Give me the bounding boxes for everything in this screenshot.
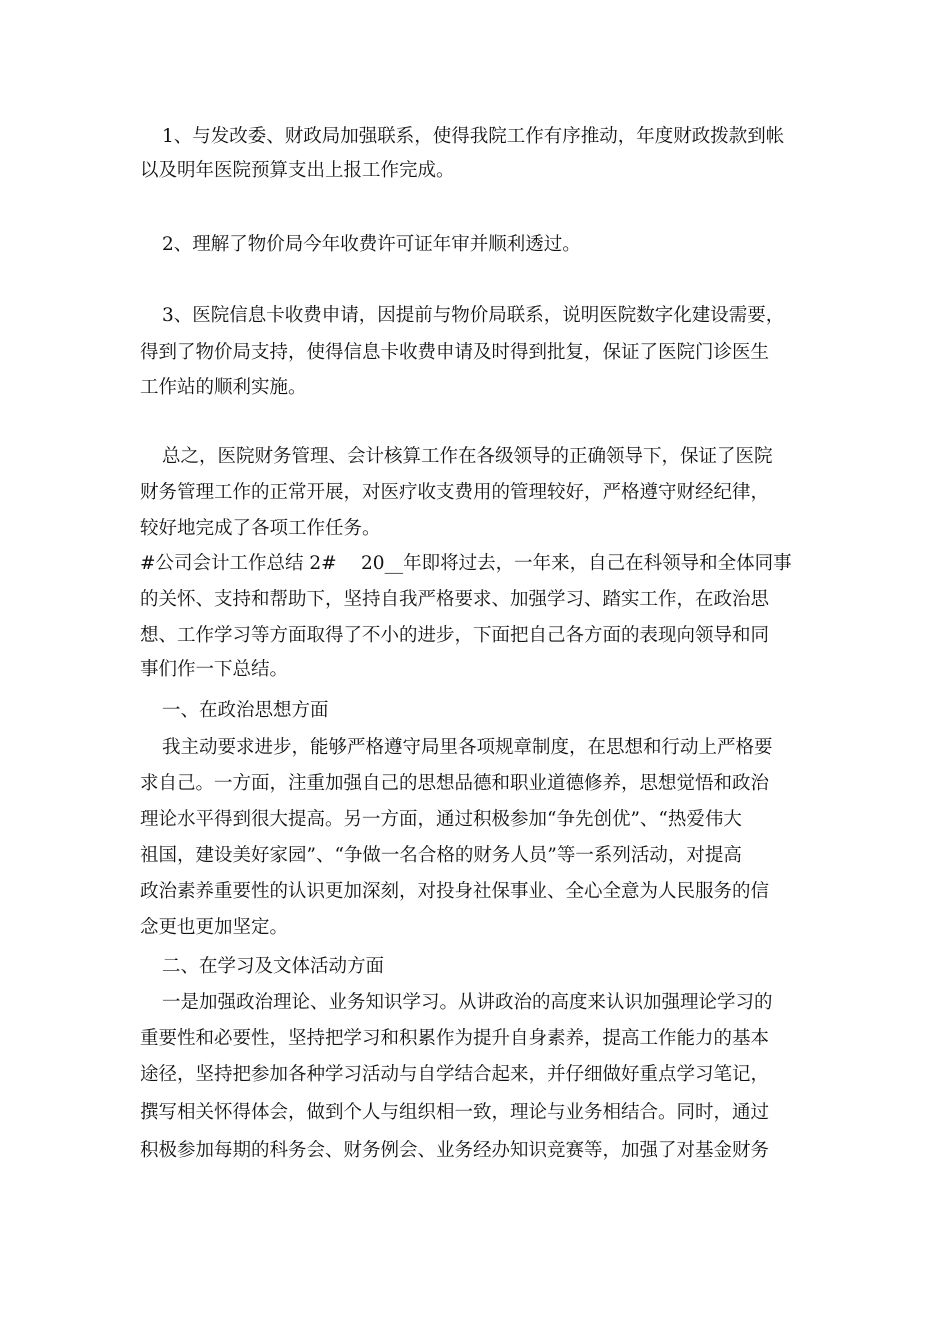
text-line: 我主动要求进步，能够严格遵守局里各项规章制度，在思想和行动上严格要 bbox=[162, 737, 773, 758]
text-line: 求自己。一方面，注重加强自己的思想品德和职业道德修养，思想觉悟和政治 bbox=[140, 773, 770, 794]
text-line: 重要性和必要性，坚持把学习和积累作为提升自身素养，提高工作能力的基本 bbox=[140, 1028, 770, 1049]
text-line: 一是加强政治理论、业务知识学习。从讲政治的高度来认识加强理论学习的 bbox=[162, 992, 773, 1013]
text-line: 1、与发改委、财政局加强联系，使得我院工作有序推动，年度财政拨款到帐 bbox=[162, 126, 785, 147]
text-line: 较好地完成了各项工作任务。 bbox=[140, 518, 381, 539]
text-line: 念更也更加坚定。 bbox=[140, 917, 289, 938]
text-line: 工作站的顺利实施。 bbox=[140, 377, 307, 398]
text-line: 理论水平得到很大提高。另一方面，通过积极参加“争先创优”、“热爱伟大 bbox=[140, 809, 742, 830]
text-line: 政治素养重要性的认识更加深刻，对投身社保事业、全心全意为人民服务的信 bbox=[140, 881, 770, 902]
text-line: 总之，医院财务管理、会计核算工作在各级领导的正确领导下，保证了医院 bbox=[162, 446, 773, 467]
text-line: 以及明年医院预算支出上报工作完成。 bbox=[140, 160, 455, 181]
text-line: 撰写相关怀得体会，做到个人与组织相一致，理论与业务相结合。同时，通过 bbox=[140, 1102, 770, 1123]
text-line: 的关怀、支持和帮助下，坚持自我严格要求、加强学习、踏实工作，在政治思 bbox=[140, 589, 770, 610]
text-line: 途径，坚持把参加各种学习活动与自学结合起来，并仔细做好重点学习笔记， bbox=[140, 1064, 770, 1085]
text-line: 事们作一下总结。 bbox=[140, 659, 289, 680]
subheading: 二、在学习及文体活动方面 bbox=[162, 956, 385, 977]
text-line: 2、理解了物价局今年收费许可证年审并顺利透过。 bbox=[162, 234, 581, 255]
text-line: 得到了物价局支持，使得信息卡收费申请及时得到批复，保证了医院门诊医生 bbox=[140, 342, 770, 363]
section-heading-line: #公司会计工作总结 2# 20__年即将过去，一年来，自己在科领导和全体同事 bbox=[140, 553, 792, 574]
text-line: 积极参加每期的科务会、财务例会、业务经办知识竞赛等，加强了对基金财务 bbox=[140, 1140, 770, 1161]
text-line: 祖国，建设美好家园”、“争做一名合格的财务人员”等一系列活动，对提高 bbox=[140, 845, 742, 866]
text-line: 想、工作学习等方面取得了不小的进步，下面把自己各方面的表现向领导和同 bbox=[140, 625, 770, 646]
text-line: 财务管理工作的正常开展，对医疗收支费用的管理较好，严格遵守财经纪律， bbox=[140, 482, 770, 503]
subheading: 一、在政治思想方面 bbox=[162, 700, 329, 721]
text-line: 3、医院信息卡收费申请，因提前与物价局联系，说明医院数字化建设需要， bbox=[162, 305, 785, 326]
